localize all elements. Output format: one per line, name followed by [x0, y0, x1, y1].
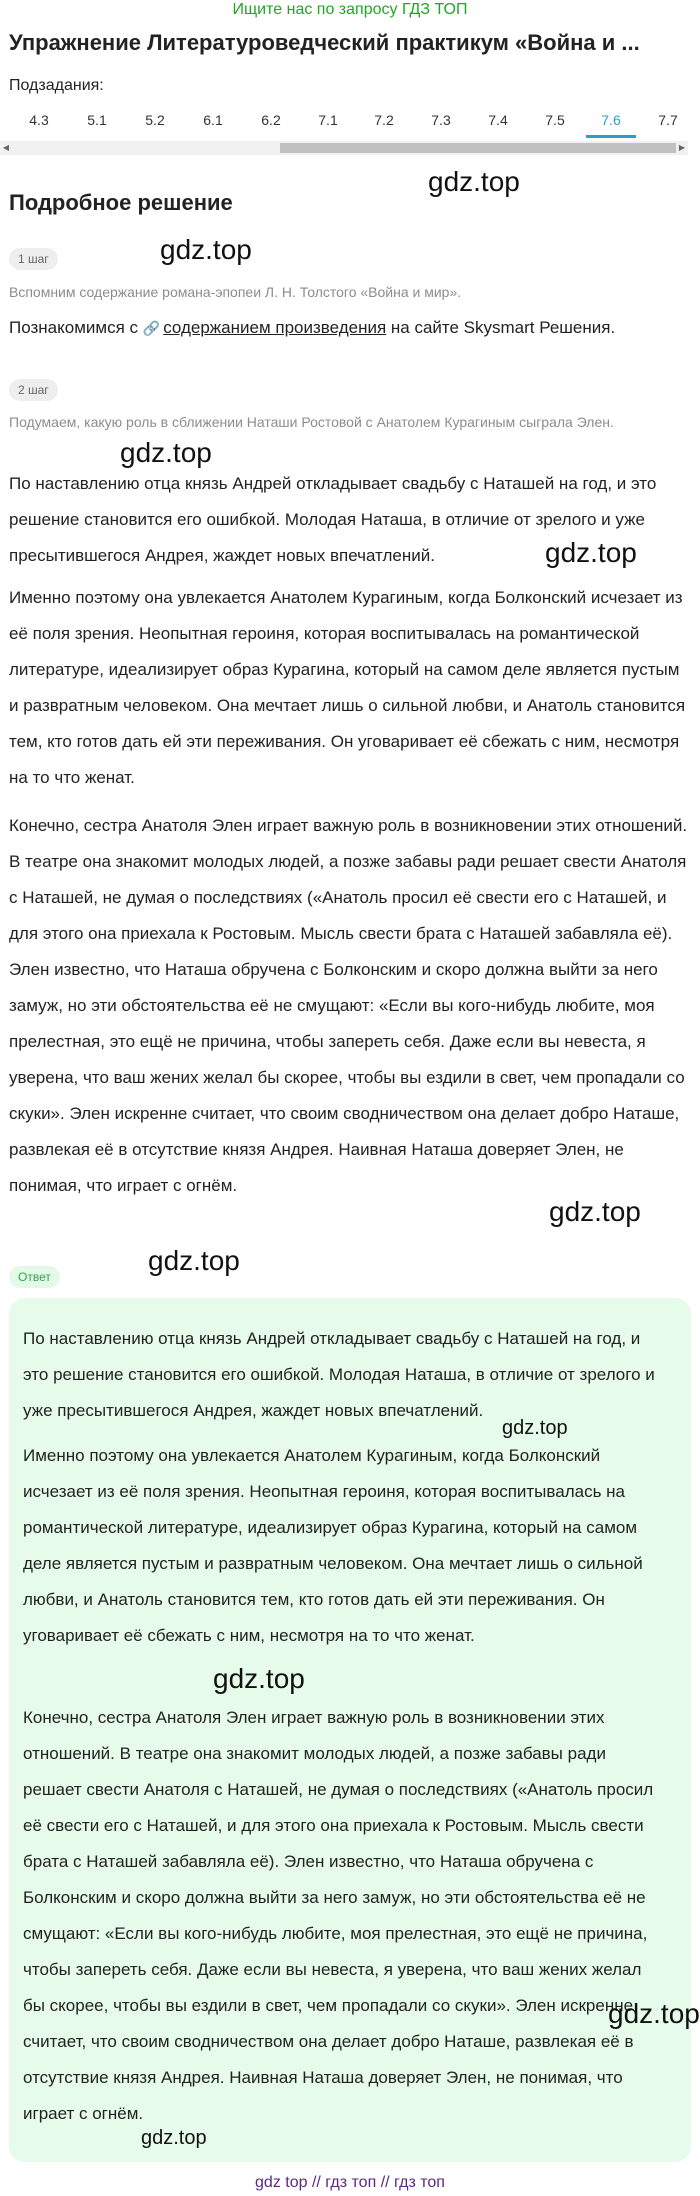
step-text-after: на сайте Skysmart Решения. [390, 318, 616, 337]
subtask-tab[interactable]: 7.4 [488, 112, 508, 128]
scroll-thumb[interactable] [280, 143, 676, 153]
step-hint: Подумаем, какую роль в сближении Наташи Ростовой с Анатолем Курагиным сыграла Элен. [9, 414, 614, 430]
answer-paragraph: Конечно, сестра Анатоля Элен играет важную роль в возникновении этих отношений. В театре она знакомит молодых людей, а позже забавы ради решает свести Анатоля с Наташей, не думая о последствиях («Анатоль просил её свести его с Наташей, и для этого она приехала к Ростовым. Мысль свести брата с Наташей забавляла её). Элен известно, что Наташа обручена с Болконским и скоро должна выйти за него замуж, но эти обстоятельства её не смущают: «Если вы кого-нибудь любите, моя прелестная, это ещё не причина, чтобы запереть себя. Даже если вы невеста, я уверена, что ваш жених желал бы скорее, чтобы вы ездили в свет, чем пропадали со скуки». Элен искренне считает, что своим сводничеством она делает добро Наташе, развлекая её в отсутствие князя Андрея. Наивная Наташа доверяет Элен, не понимая, что играет с огнём. [23, 1708, 654, 2123]
horizontal-scrollbar[interactable] [0, 141, 688, 155]
watermark: gdz.top [213, 1663, 305, 1694]
top-banner[interactable]: Ищите нас по запросу ГДЗ ТОП [232, 1, 468, 18]
step-text-before: Познакомимся с [9, 318, 139, 337]
step-badge: 1 шаг [9, 248, 58, 270]
scroll-left-icon[interactable]: ◀ [2, 143, 10, 152]
subtask-tab[interactable]: 7.2 [374, 112, 394, 128]
page-title: Упражнение Литературоведческий практикум «Война и ... [9, 30, 640, 55]
subtask-tab[interactable]: 7.3 [431, 112, 451, 128]
link-icon: 🔗 [142, 320, 161, 336]
answer-paragraph: По наставлению отца князь Андрей откладывает свадьбу с Наташей на год, и это решение становится его ошибкой. Молодая Наташа, в отличие от зрелого и уже пресытившегося Андрея, жаждет новых впечатлений. [23, 1329, 655, 1420]
subtask-tab[interactable]: 6.1 [203, 112, 223, 128]
watermark: gdz.top [502, 1417, 568, 1439]
subtask-tab[interactable]: 5.2 [145, 112, 165, 128]
subtasks-tabs [0, 106, 700, 142]
solution-title: Подробное решение [9, 190, 233, 215]
content-link[interactable]: содержанием произведения [163, 318, 387, 337]
solution-paragraph: Конечно, сестра Анатоля Элен играет важную роль в возникновении этих отношений. В театре она знакомит молодых людей, а позже забавы ради решает свести Анатоля с Наташей, не думая о последствиях («Анатоль просил её свести его с Наташей, и для этого она приехала к Ростовым. Мысль свести брата с Наташей забавляла её). Элен известно, что Наташа обручена с Болконским и скоро должна выйти за него замуж, но эти обстоятельства её не смущают: «Если вы кого-нибудь любите, моя прелестная, это ещё не причина, чтобы запереть себя. Даже если вы невеста, я уверена, что ваш жених желал бы скорее, чтобы вы ездили в свет, чем пропадали со скуки». Элен искренне считает, что своим сводничеством она делает добро Наташе, развлекая её в отсутствие князя Андрея. Наивная Наташа доверяет Элен, не понимая, что играет с огнём. [9, 816, 688, 1195]
watermark: gdz.top [545, 537, 637, 568]
subtask-tab-active[interactable]: 7.6 [586, 106, 636, 138]
watermark: gdz.top [549, 1196, 641, 1227]
solution-paragraph: Именно поэтому она увлекается Анатолем Курагиным, когда Болконский исчезает из её поля зрения. Неопытная героиня, которая воспитывалась на романтической литературе, идеализирует образ Курагина, который на самом деле является пустым и развратным человеком. Она мечтает лишь о сильной любви, и Анатоль становится тем, кто готов дать ей эти переживания. Он уговаривает её сбежать с ним, несмотря на то что женат. [9, 588, 686, 787]
watermark: gdz.top [428, 166, 520, 197]
subtask-tab[interactable]: 7.1 [318, 112, 338, 128]
watermark: gdz.top [608, 1998, 700, 2029]
watermark: gdz.top [148, 1245, 240, 1276]
subtask-tab[interactable]: 4.3 [29, 112, 49, 128]
step-badge: 2 шаг [9, 379, 58, 401]
step-text [9, 310, 691, 346]
solution-paragraph: По наставлению отца князь Андрей откладывает свадьбу с Наташей на год, и это решение становится его ошибкой. Молодая Наташа, в отличие от зрелого и уже пресытившегося Андрея, жаждет новых впечатлений. [9, 474, 657, 565]
subtask-tab[interactable]: 7.7 [658, 112, 678, 128]
subtask-tab[interactable]: 5.1 [87, 112, 107, 128]
answer-badge: Ответ [9, 1266, 60, 1288]
subtask-tab[interactable]: 6.2 [261, 112, 281, 128]
footer-links[interactable]: gdz top // гдз топ // гдз топ [255, 2174, 445, 2191]
subtasks-label: Подзадания: [9, 77, 104, 94]
watermark: gdz.top [120, 437, 212, 468]
watermark: gdz.top [141, 2127, 207, 2149]
watermark: gdz.top [160, 234, 252, 265]
step-hint: Вспомним содержание романа-эпопеи Л. Н. Толстого «Война и мир». [9, 284, 462, 300]
subtask-tab[interactable]: 7.5 [545, 112, 565, 128]
answer-paragraph: Именно поэтому она увлекается Анатолем Курагиным, когда Болконский исчезает из её поля зрения. Неопытная героиня, которая воспитывалась на романтической литературе, идеализирует образ Курагина, который на самом деле является пустым и развратным человеком. Она мечтает лишь о сильной любви, и Анатоль становится тем, кто готов дать ей эти переживания. Он уговаривает её сбежать с ним, несмотря на то что женат. [23, 1446, 643, 1645]
scroll-right-icon[interactable]: ▶ [678, 143, 686, 152]
